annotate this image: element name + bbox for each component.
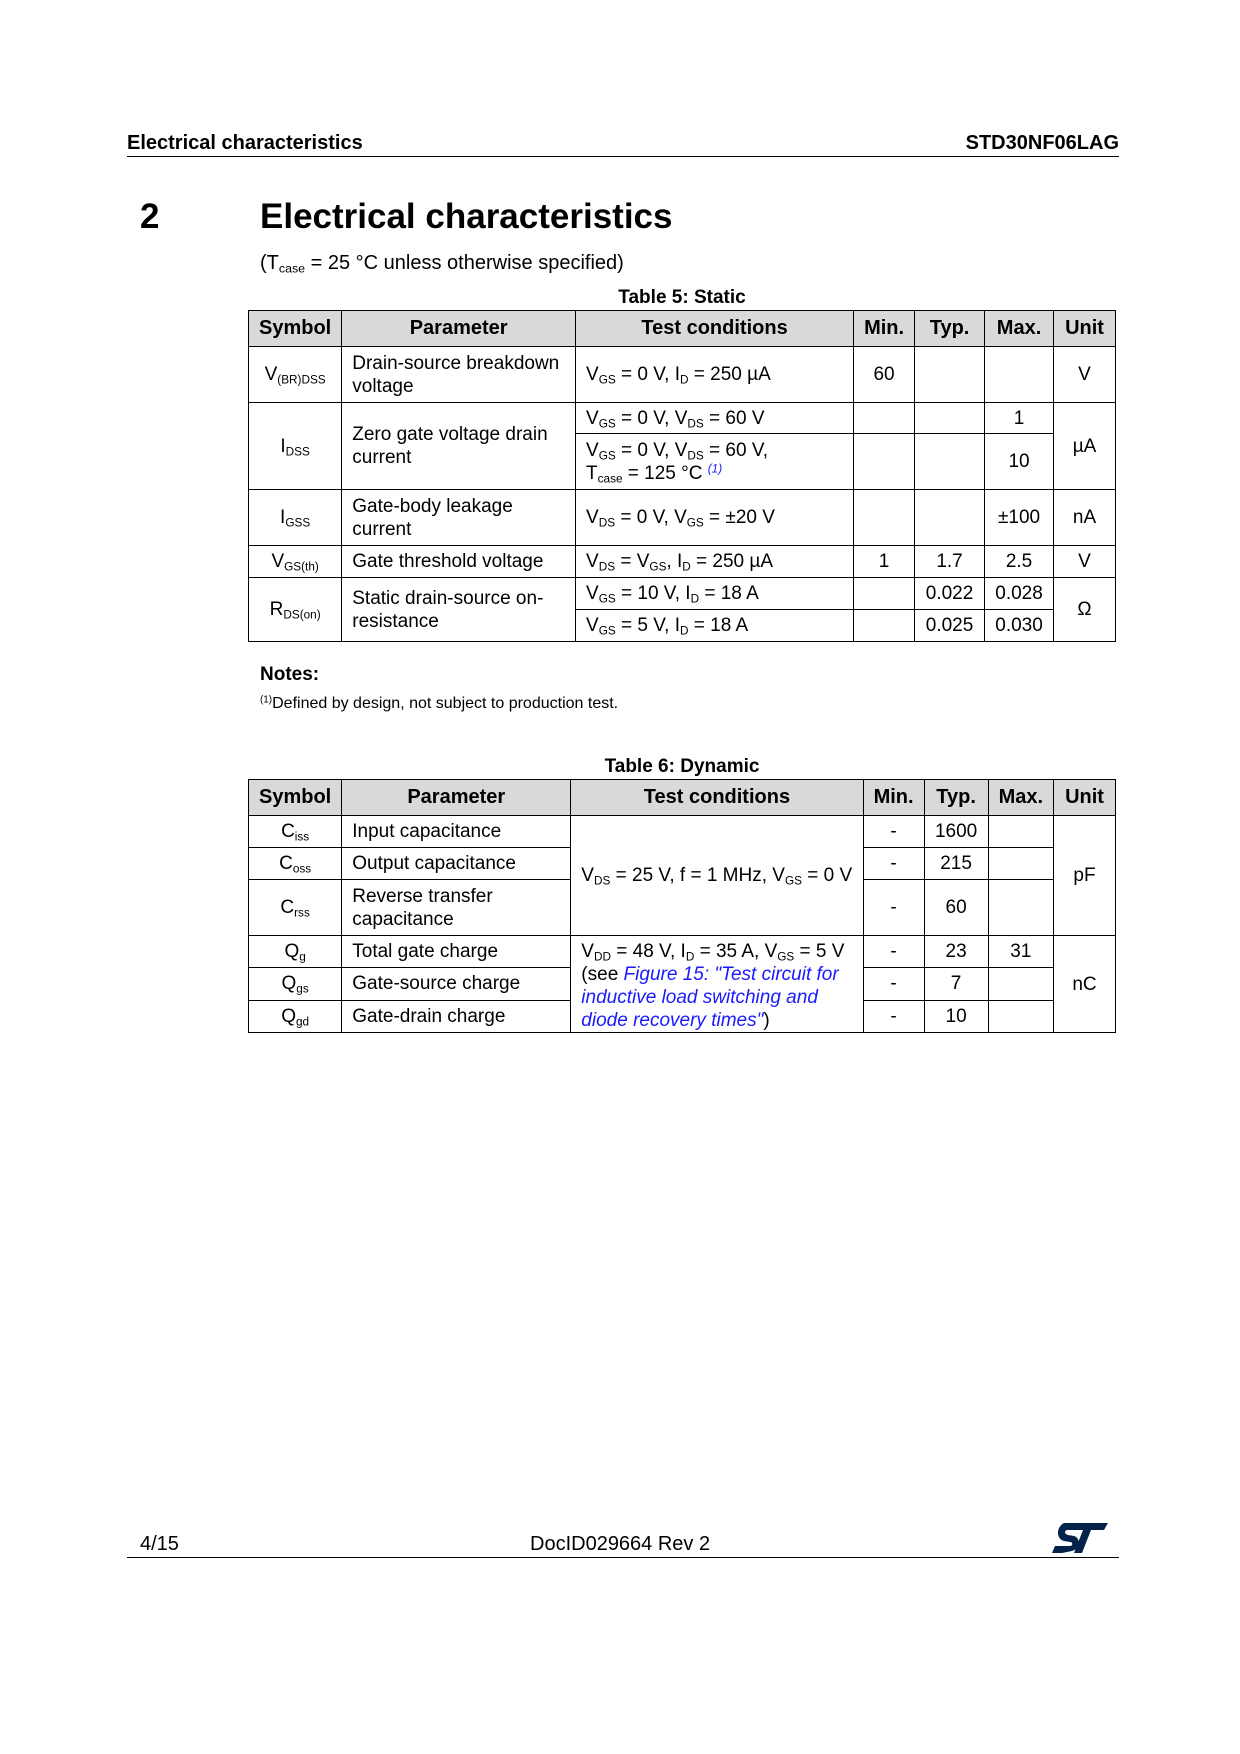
typ-cell: 215: [924, 848, 988, 880]
col-unit: Unit: [1054, 311, 1116, 347]
col-parameter: Parameter: [342, 780, 571, 816]
col-max: Max.: [988, 780, 1053, 816]
table-header-row: [249, 780, 1116, 816]
dynamic-table: [248, 779, 1116, 1033]
col-min: Min.: [854, 311, 915, 347]
max-cell: 0.030: [985, 610, 1054, 642]
typ-cell: 0.022: [915, 578, 985, 610]
static-table: [248, 310, 1116, 642]
max-cell: 2.5: [985, 546, 1054, 578]
st-logo-shape: [1052, 1523, 1108, 1553]
typ-cell: [915, 490, 985, 546]
max-cell: 10: [985, 434, 1054, 490]
symbol-cell: $R_{DS(on)}$: [249, 578, 342, 642]
max-cell: ±100: [985, 490, 1054, 546]
symbol-cell: $C_{oss}$: [249, 848, 342, 880]
typ-cell: 60: [924, 880, 988, 936]
test-condition-cell: $V_{GS} = 0$ V, $V_{DS} = 60$ V: [576, 403, 854, 434]
test-condition-cell: $V_{GS} = 0$ V, $V_{DS} = 60$ V, $T_{case} = 125$ °C $^{(1)}$: [576, 434, 854, 490]
unit-cell: V: [1054, 546, 1116, 578]
col-max: Max.: [985, 311, 1054, 347]
footnote-link[interactable]: (1): [707, 462, 723, 476]
min-cell: [854, 610, 915, 642]
figure15-link[interactable]: Figure 15: "Test circuit for inductive load switching and diode recovery times": [581, 964, 839, 1031]
unit-cell: pF: [1054, 816, 1116, 936]
parameter-cell: Gate-body leakage current: [342, 490, 576, 546]
table-row: [249, 403, 1116, 434]
table-row: [249, 936, 1116, 968]
test-condition-cell: $V_{DS} = 25$ V, f = 1 MHz, $V_{GS} = 0$ V: [571, 816, 863, 936]
symbol-cell: $Q_{gs}$: [249, 968, 342, 1000]
parameter-cell: Static drain-source on-resistance: [342, 578, 576, 642]
parameter-cell: Gate-source charge: [342, 968, 571, 1000]
min-cell: [854, 403, 915, 434]
symbol-cell: $V_{(BR)DSS}$: [249, 347, 342, 403]
test-condition-cell: $V_{DD} = 48$ V, $I_D = 35$ A, $V_{GS} = 5$ V (see Figure 15: "Test circuit for inductive load switching and diode recovery times"): [571, 936, 863, 1033]
typ-cell: [915, 347, 985, 403]
note-text: Defined by design, not subject to production test.: [272, 695, 619, 712]
symbol-cell: $C_{iss}$: [249, 816, 342, 848]
parameter-cell: Output capacitance: [342, 848, 571, 880]
col-unit: Unit: [1054, 780, 1116, 816]
max-cell: [988, 880, 1053, 936]
notes-title: Notes:: [260, 664, 320, 685]
min-cell: [854, 434, 915, 490]
col-symbol: Symbol: [249, 311, 342, 347]
col-symbol: Symbol: [249, 780, 342, 816]
parameter-cell: Zero gate voltage drain current: [342, 403, 576, 490]
unit-cell: V: [1054, 347, 1116, 403]
min-cell: -: [863, 936, 924, 968]
footer-rule: [127, 1557, 1119, 1558]
symbol-cell: $Q_{gd}$: [249, 1000, 342, 1032]
symbol-cell: $V_{GS(th)}$: [249, 546, 342, 578]
unit-cell: µA: [1054, 403, 1116, 490]
header-product: STD30NF06LAG: [965, 132, 1119, 154]
parameter-cell: Total gate charge: [342, 936, 571, 968]
symbol-cell: $Q_g$: [249, 936, 342, 968]
col-parameter: Parameter: [342, 311, 576, 347]
test-condition-cell: $V_{GS} = 0$ V, $I_D = 250$ µA: [576, 347, 854, 403]
min-cell: -: [863, 968, 924, 1000]
doc-id: DocID029664 Rev 2: [530, 1533, 711, 1555]
min-cell: 60: [854, 347, 915, 403]
typ-cell: 10: [924, 1000, 988, 1032]
table6-caption: Table 6: Dynamic: [604, 756, 760, 777]
parameter-cell: Drain-source breakdown voltage: [342, 347, 576, 403]
table-row: [249, 490, 1116, 546]
symbol-cell: $C_{rss}$: [249, 880, 342, 936]
unit-cell: nA: [1054, 490, 1116, 546]
col-min: Min.: [863, 780, 924, 816]
max-cell: [988, 1000, 1053, 1032]
note-item: [260, 694, 618, 714]
typ-cell: [915, 434, 985, 490]
typ-cell: 1600: [924, 816, 988, 848]
symbol-cell: $I_{GSS}$: [249, 490, 342, 546]
col-test-conditions: Test conditions: [576, 311, 854, 347]
min-cell: -: [863, 1000, 924, 1032]
min-cell: -: [863, 816, 924, 848]
section-number: 2: [140, 197, 160, 236]
min-cell: 1: [854, 546, 915, 578]
test-condition-cell: $V_{DS} = 0$ V, $V_{GS} = \pm 20$ V: [576, 490, 854, 546]
max-cell: [985, 347, 1054, 403]
max-cell: 31: [988, 936, 1053, 968]
parameter-cell: Gate-drain charge: [342, 1000, 571, 1032]
test-condition-cell: $V_{GS} = 5$ V, $I_D = 18$ A: [576, 610, 854, 642]
max-cell: [988, 848, 1053, 880]
table5-caption: Table 5: Static: [618, 287, 746, 308]
col-test-conditions: Test conditions: [571, 780, 863, 816]
header-rule: [127, 156, 1119, 157]
min-cell: -: [863, 880, 924, 936]
unit-cell: nC: [1054, 936, 1116, 1033]
max-cell: 1: [985, 403, 1054, 434]
st-logo-icon: [1050, 1521, 1108, 1555]
min-cell: -: [863, 848, 924, 880]
table-row: [249, 578, 1116, 610]
table-row: [249, 816, 1116, 848]
table-header-row: [249, 311, 1116, 347]
page-number: 4/15: [140, 1533, 179, 1555]
typ-cell: 7: [924, 968, 988, 1000]
parameter-cell: Reverse transfer capacitance: [342, 880, 571, 936]
note-marker: (1): [260, 694, 273, 706]
max-cell: 0.028: [985, 578, 1054, 610]
col-typ: Typ.: [924, 780, 988, 816]
symbol-cell: $I_{DSS}$: [249, 403, 342, 490]
typ-cell: 1.7: [915, 546, 985, 578]
typ-cell: 23: [924, 936, 988, 968]
parameter-cell: Input capacitance: [342, 816, 571, 848]
page-header: [127, 131, 1119, 155]
min-cell: [854, 578, 915, 610]
parameter-cell: Gate threshold voltage: [342, 546, 576, 578]
max-cell: [988, 816, 1053, 848]
min-cell: [854, 490, 915, 546]
table-row: [249, 347, 1116, 403]
test-condition-cell: $V_{GS} = 10$ V, $I_D = 18$ A: [576, 578, 854, 610]
section-title: Electrical characteristics: [260, 197, 673, 236]
unit-cell: Ω: [1054, 578, 1116, 642]
table-row: [249, 546, 1116, 578]
test-condition-note: ($T_{case} = 25$ °C unless otherwise specified): [260, 252, 624, 276]
header-section: Electrical characteristics: [127, 132, 363, 154]
max-cell: [988, 968, 1053, 1000]
col-typ: Typ.: [915, 311, 985, 347]
test-condition-cell: $V_{DS} = V_{GS}$, $I_D = 250$ µA: [576, 546, 854, 578]
typ-cell: 0.025: [915, 610, 985, 642]
typ-cell: [915, 403, 985, 434]
